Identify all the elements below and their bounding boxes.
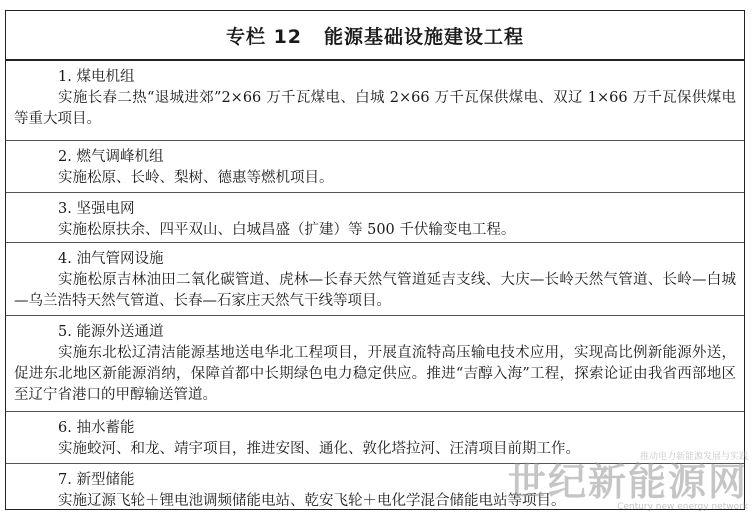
section-body: 实施松原、长岭、梨树、德惠等燃机项目。 xyxy=(58,170,334,186)
section-pumped-storage xyxy=(6,412,744,464)
section-heading: 4. 油气管网设施 xyxy=(58,251,164,267)
section-heading: 3. 坚强电网 xyxy=(58,201,135,217)
section-power-grid xyxy=(6,193,744,243)
section-heading: 6. 抽水蓄能 xyxy=(58,420,135,436)
section-gas-peaking xyxy=(6,141,744,193)
section-energy-export xyxy=(6,316,744,412)
column-title: 能源基础设施建设工程 xyxy=(324,25,525,48)
section-body: 实施长春二热“退城进郊”2×66 万千瓦煤电、白城 2×66 万千瓦保供煤电、双辽 1×66 万千瓦保供煤电等重大项目。 xyxy=(14,90,736,127)
column-number: 专栏 12 xyxy=(225,25,303,48)
watermark-subtitle: Century new energy network xyxy=(617,502,748,512)
watermark-tagline: 推动电力新能源发展与实践 xyxy=(639,452,748,462)
section-body: 实施东北松辽清洁能源基地送电华北工程项目，开展直流特高压输电技术应用，实现高比例新能源外送，促进东北地区新能源消纳，保障首都中长期绿色电力稳定供应。推进“吉醇入海”工程，探索论证由我省西部地区至辽宁省港口的甲醇输送管道。 xyxy=(14,345,736,403)
infrastructure-table xyxy=(5,10,745,510)
table-title xyxy=(6,11,744,61)
section-body: 实施松原吉林油田二氧化碳管道、虎林—长春天然气管道延吉支线、大庆—长岭天然气管道、长岭—白城—乌兰浩特天然气管道、长春—石家庄天然气干线等项目。 xyxy=(14,272,736,309)
section-heading: 1. 煤电机组 xyxy=(58,69,135,85)
section-oil-gas-pipeline xyxy=(6,243,744,316)
section-heading: 7. 新型储能 xyxy=(58,472,135,488)
section-body: 实施辽源飞轮＋锂电池调频储能电站、乾安飞轮＋电化学混合储能电站等项目。 xyxy=(58,493,566,509)
section-heading: 2. 燃气调峰机组 xyxy=(58,149,164,165)
watermark-logo-text: 世纪新能源网 xyxy=(507,460,748,504)
section-coal-power xyxy=(6,61,744,141)
section-body: 实施蛟河、和龙、靖宇项目，推进安图、通化、敦化塔拉河、汪清项目前期工作。 xyxy=(58,441,580,457)
section-body: 实施松原扶余、四平双山、白城昌盛（扩建）等 500 千伏输变电工程。 xyxy=(58,222,516,238)
section-heading: 5. 能源外送通道 xyxy=(58,324,164,340)
section-new-energy-storage xyxy=(6,464,744,511)
